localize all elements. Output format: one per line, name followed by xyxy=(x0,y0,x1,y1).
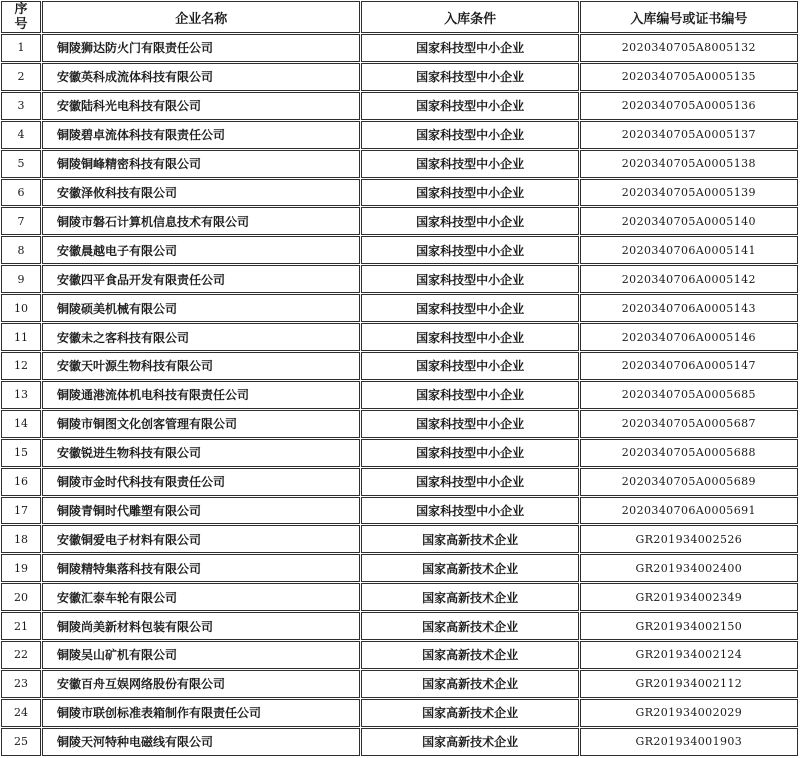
cell-name: 铜陵通港流体机电科技有限责任公司 xyxy=(42,381,360,409)
cell-code: 2020340706A0005146 xyxy=(580,323,798,351)
cell-condition: 国家高新技术企业 xyxy=(361,612,578,640)
cell-name: 铜陵天河特种电磁线有限公司 xyxy=(42,728,360,756)
cell-index: 4 xyxy=(1,121,41,149)
cell-name: 安徽铜爱电子材料有限公司 xyxy=(42,525,360,553)
cell-index: 12 xyxy=(1,352,41,380)
table-row xyxy=(1,121,798,149)
cell-name: 铜陵硕美机械有限公司 xyxy=(42,294,360,322)
cell-condition: 国家科技型中小企业 xyxy=(361,439,578,467)
cell-name: 安徽晨越电子有限公司 xyxy=(42,236,360,264)
cell-condition: 国家科技型中小企业 xyxy=(361,265,578,293)
cell-code: 2020340705A0005140 xyxy=(580,207,798,235)
cell-name: 铜陵尚美新材料包装有限公司 xyxy=(42,612,360,640)
cell-code: GR201934002526 xyxy=(580,525,798,553)
table-row xyxy=(1,381,798,409)
cell-condition: 国家科技型中小企业 xyxy=(361,468,578,496)
cell-index: 9 xyxy=(1,265,41,293)
cell-code: 2020340705A0005688 xyxy=(580,439,798,467)
table-row xyxy=(1,583,798,611)
table-row xyxy=(1,439,798,467)
cell-code: 2020340706A0005147 xyxy=(580,352,798,380)
cell-code: GR201934001903 xyxy=(580,728,798,756)
cell-index: 5 xyxy=(1,150,41,178)
cell-code: 2020340705A0005689 xyxy=(580,468,798,496)
table-row xyxy=(1,525,798,553)
cell-index: 21 xyxy=(1,612,41,640)
table-row xyxy=(1,641,798,669)
table-row xyxy=(1,728,798,756)
table-row xyxy=(1,294,798,322)
cell-name: 安徽汇泰车轮有限公司 xyxy=(42,583,360,611)
cell-condition: 国家科技型中小企业 xyxy=(361,150,578,178)
cell-condition: 国家科技型中小企业 xyxy=(361,410,578,438)
cell-condition: 国家科技型中小企业 xyxy=(361,381,578,409)
cell-index: 19 xyxy=(1,554,41,582)
cell-index: 2 xyxy=(1,63,41,91)
cell-name: 铜陵吴山矿机有限公司 xyxy=(42,641,360,669)
cell-code: 2020340706A0005143 xyxy=(580,294,798,322)
table-row xyxy=(1,497,798,525)
cell-name: 铜陵青铜时代雕塑有限公司 xyxy=(42,497,360,525)
cell-index: 14 xyxy=(1,410,41,438)
cell-condition: 国家高新技术企业 xyxy=(361,728,578,756)
cell-condition: 国家科技型中小企业 xyxy=(361,34,578,62)
cell-index: 13 xyxy=(1,381,41,409)
cell-name: 铜陵碧卓流体科技有限责任公司 xyxy=(42,121,360,149)
cell-index: 24 xyxy=(1,699,41,727)
cell-code: GR201934002029 xyxy=(580,699,798,727)
cell-index: 16 xyxy=(1,468,41,496)
cell-name: 安徽陆科光电科技有限公司 xyxy=(42,92,360,120)
table-row xyxy=(1,34,798,62)
table-row xyxy=(1,150,798,178)
cell-condition: 国家科技型中小企业 xyxy=(361,236,578,264)
cell-code: GR201934002124 xyxy=(580,641,798,669)
table-row xyxy=(1,236,798,264)
cell-index: 1 xyxy=(1,34,41,62)
cell-code: 2020340705A8005132 xyxy=(580,34,798,62)
column-header-condition: 入库条件 xyxy=(361,1,578,33)
cell-index: 11 xyxy=(1,323,41,351)
cell-code: 2020340705A0005136 xyxy=(580,92,798,120)
cell-name: 铜陵市铜图文化创客管理有限公司 xyxy=(42,410,360,438)
cell-index: 6 xyxy=(1,179,41,207)
cell-name: 铜陵市金时代科技有限责任公司 xyxy=(42,468,360,496)
cell-code: 2020340705A0005138 xyxy=(580,150,798,178)
cell-condition: 国家高新技术企业 xyxy=(361,699,578,727)
cell-code: 2020340706A0005142 xyxy=(580,265,798,293)
cell-index: 7 xyxy=(1,207,41,235)
cell-condition: 国家科技型中小企业 xyxy=(361,323,578,351)
cell-code: 2020340706A0005141 xyxy=(580,236,798,264)
cell-code: GR201934002112 xyxy=(580,670,798,698)
cell-code: GR201934002400 xyxy=(580,554,798,582)
cell-name: 安徽百舟互娱网络股份有限公司 xyxy=(42,670,360,698)
table-row xyxy=(1,352,798,380)
cell-code: 2020340705A0005137 xyxy=(580,121,798,149)
cell-code: 2020340705A0005687 xyxy=(580,410,798,438)
table-row xyxy=(1,323,798,351)
table-row xyxy=(1,92,798,120)
cell-condition: 国家高新技术企业 xyxy=(361,670,578,698)
table-row xyxy=(1,468,798,496)
cell-condition: 国家科技型中小企业 xyxy=(361,352,578,380)
cell-name: 安徽天叶源生物科技有限公司 xyxy=(42,352,360,380)
cell-name: 安徽英科成流体科技有限公司 xyxy=(42,63,360,91)
cell-index: 8 xyxy=(1,236,41,264)
table-body xyxy=(1,34,798,756)
table-row xyxy=(1,179,798,207)
cell-name: 安徽四平食品开发有限责任公司 xyxy=(42,265,360,293)
cell-condition: 国家科技型中小企业 xyxy=(361,497,578,525)
table-row xyxy=(1,63,798,91)
column-header-name: 企业名称 xyxy=(42,1,360,33)
cell-condition: 国家高新技术企业 xyxy=(361,554,578,582)
table-row xyxy=(1,265,798,293)
cell-index: 15 xyxy=(1,439,41,467)
table-row xyxy=(1,612,798,640)
cell-index: 22 xyxy=(1,641,41,669)
cell-name: 铜陵精特集落科技有限公司 xyxy=(42,554,360,582)
cell-condition: 国家科技型中小企业 xyxy=(361,121,578,149)
cell-condition: 国家科技型中小企业 xyxy=(361,92,578,120)
cell-name: 铜陵铜峰精密科技有限公司 xyxy=(42,150,360,178)
cell-condition: 国家科技型中小企业 xyxy=(361,207,578,235)
cell-condition: 国家科技型中小企业 xyxy=(361,63,578,91)
cell-name: 铜陵市磐石计算机信息技术有限公司 xyxy=(42,207,360,235)
cell-condition: 国家科技型中小企业 xyxy=(361,294,578,322)
cell-index: 10 xyxy=(1,294,41,322)
cell-code: GR201934002150 xyxy=(580,612,798,640)
cell-code: 2020340705A0005139 xyxy=(580,179,798,207)
header-row xyxy=(1,1,798,33)
cell-index: 20 xyxy=(1,583,41,611)
table-row xyxy=(1,207,798,235)
cell-name: 铜陵市联创标准表箱制作有限责任公司 xyxy=(42,699,360,727)
cell-code: 2020340705A0005135 xyxy=(580,63,798,91)
cell-code: GR201934002349 xyxy=(580,583,798,611)
cell-index: 17 xyxy=(1,497,41,525)
cell-condition: 国家科技型中小企业 xyxy=(361,179,578,207)
table-row xyxy=(1,670,798,698)
cell-code: 2020340706A0005691 xyxy=(580,497,798,525)
cell-condition: 国家高新技术企业 xyxy=(361,525,578,553)
column-header-code: 入库编号或证书编号 xyxy=(580,1,798,33)
cell-index: 3 xyxy=(1,92,41,120)
cell-condition: 国家高新技术企业 xyxy=(361,583,578,611)
table-row xyxy=(1,699,798,727)
table-row xyxy=(1,410,798,438)
table-row xyxy=(1,554,798,582)
cell-index: 23 xyxy=(1,670,41,698)
column-header-index xyxy=(1,1,41,33)
cell-index: 18 xyxy=(1,525,41,553)
cell-index: 25 xyxy=(1,728,41,756)
column-header-index-label: 序号 xyxy=(14,2,28,32)
cell-name: 安徽未之客科技有限公司 xyxy=(42,323,360,351)
cell-name: 安徽泽攸科技有限公司 xyxy=(42,179,360,207)
cell-code: 2020340705A0005685 xyxy=(580,381,798,409)
cell-name: 安徽锐进生物科技有限公司 xyxy=(42,439,360,467)
cell-condition: 国家高新技术企业 xyxy=(361,641,578,669)
cell-name: 铜陵狮达防火门有限责任公司 xyxy=(42,34,360,62)
